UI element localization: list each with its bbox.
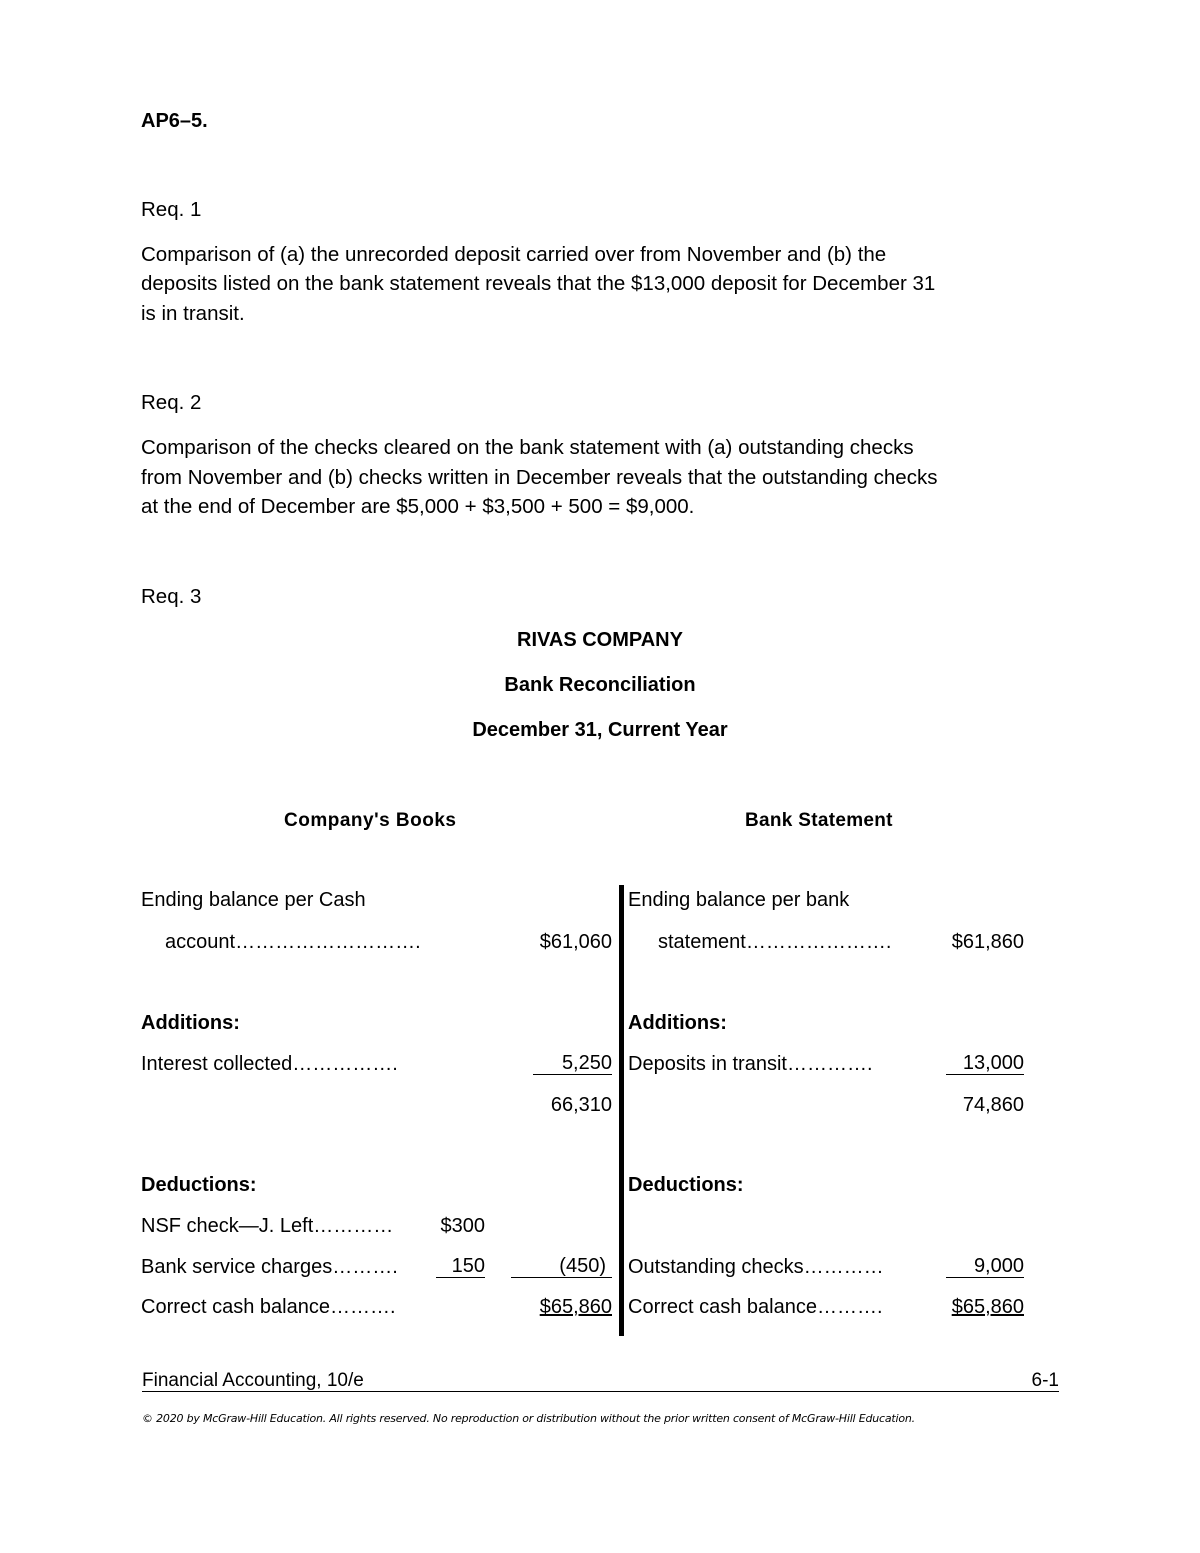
books-ending-label-1: Ending balance per Cash	[141, 889, 366, 911]
footer-copyright: © 2020 by McGraw-Hill Education. All rights reserved. No reproduction or distribution without the prior written consent of McGraw-Hill Education.	[142, 1412, 915, 1425]
bank-outstanding-leader: …………	[803, 1256, 884, 1278]
bank-deposits-leader: ………….	[786, 1053, 873, 1075]
report-title: Bank Reconciliation	[504, 674, 696, 696]
books-ending-leader: ……………………….	[235, 931, 421, 953]
bank-ending-value: $61,860	[951, 931, 1024, 953]
bank-correct-label	[628, 1296, 883, 1319]
req1-line-1: Comparison of (a) the unrecorded deposit carried over from November and (b) the	[141, 243, 887, 266]
bank-column-heading: Bank Statement	[745, 810, 893, 831]
books-interest-leader: …………….	[292, 1053, 398, 1075]
books-interest-label	[141, 1053, 398, 1076]
bank-ending-leader: ………………….	[745, 931, 892, 953]
books-deductions-total: (450)	[511, 1256, 612, 1278]
books-service-label	[141, 1256, 398, 1279]
bank-ending-label-1: Ending balance per bank	[628, 889, 850, 911]
bank-correct-text: Correct cash balance	[628, 1296, 817, 1318]
req1-line-3: is in transit.	[141, 302, 245, 325]
books-interest-text: Interest collected	[141, 1053, 293, 1075]
books-subtotal: 66,310	[550, 1094, 612, 1116]
books-deductions-label: Deductions:	[141, 1174, 257, 1196]
books-correct-text: Correct cash balance	[141, 1296, 330, 1318]
req1-label: Req. 1	[141, 198, 202, 221]
problem-heading: AP6–5.	[141, 110, 208, 132]
books-service-value: 150	[436, 1256, 485, 1278]
books-correct-leader: ……….	[329, 1296, 396, 1318]
report-date: December 31, Current Year	[472, 719, 728, 741]
bank-outstanding-label	[628, 1256, 884, 1279]
bank-deposits-text: Deposits in transit	[628, 1053, 787, 1075]
bank-additions-label: Additions:	[628, 1012, 727, 1034]
books-nsf-leader: …………	[313, 1215, 394, 1237]
bank-subtotal: 74,860	[962, 1094, 1024, 1116]
books-correct-amount: $65,860	[539, 1296, 612, 1318]
books-nsf-text: NSF check—J. Left	[141, 1215, 314, 1237]
req1-line-2: deposits listed on the bank statement reveals that the $13,000 deposit for December 31	[141, 272, 936, 295]
req2-label: Req. 2	[141, 391, 202, 414]
footer-book-title: Financial Accounting, 10/e	[142, 1370, 364, 1391]
req3-label: Req. 3	[141, 585, 202, 608]
bank-outstanding-text: Outstanding checks	[628, 1256, 804, 1278]
books-nsf-value: $300	[440, 1215, 485, 1237]
bank-deposits-label	[628, 1053, 873, 1076]
books-service-leader: ……….	[332, 1256, 398, 1278]
books-service-text: Bank service charges	[141, 1256, 333, 1278]
books-nsf-label	[141, 1215, 393, 1238]
books-column-heading: Company's Books	[284, 810, 457, 831]
books-ending-label-2	[165, 931, 421, 954]
footer-rule	[142, 1391, 1059, 1392]
books-interest-value: 5,250	[533, 1053, 612, 1075]
books-correct-label	[141, 1296, 396, 1319]
footer-page-number: 6-1	[1031, 1370, 1059, 1391]
bank-deposits-value: 13,000	[946, 1053, 1024, 1075]
bank-deductions-label: Deductions:	[628, 1174, 744, 1196]
books-ending-value: $61,060	[539, 931, 612, 953]
bank-correct-value	[912, 1296, 1024, 1319]
books-additions-label: Additions:	[141, 1012, 240, 1034]
column-divider	[619, 885, 624, 1336]
req2-line-2: from November and (b) checks written in December reveals that the outstanding checks	[141, 466, 938, 489]
req2-line-3: at the end of December are $5,000 + $3,500 + 500 = $9,000.	[141, 495, 695, 518]
bank-correct-leader: ……….	[816, 1296, 883, 1318]
req2-line-1: Comparison of the checks cleared on the bank statement with (a) outstanding checks	[141, 436, 914, 459]
bank-outstanding-value: 9,000	[946, 1256, 1024, 1278]
books-ending-account: account	[165, 931, 236, 953]
company-name: RIVAS COMPANY	[517, 629, 683, 651]
bank-ending-statement: statement	[658, 931, 746, 953]
bank-ending-label-2	[658, 931, 891, 954]
books-correct-value	[500, 1296, 612, 1319]
bank-correct-amount: $65,860	[951, 1296, 1024, 1318]
